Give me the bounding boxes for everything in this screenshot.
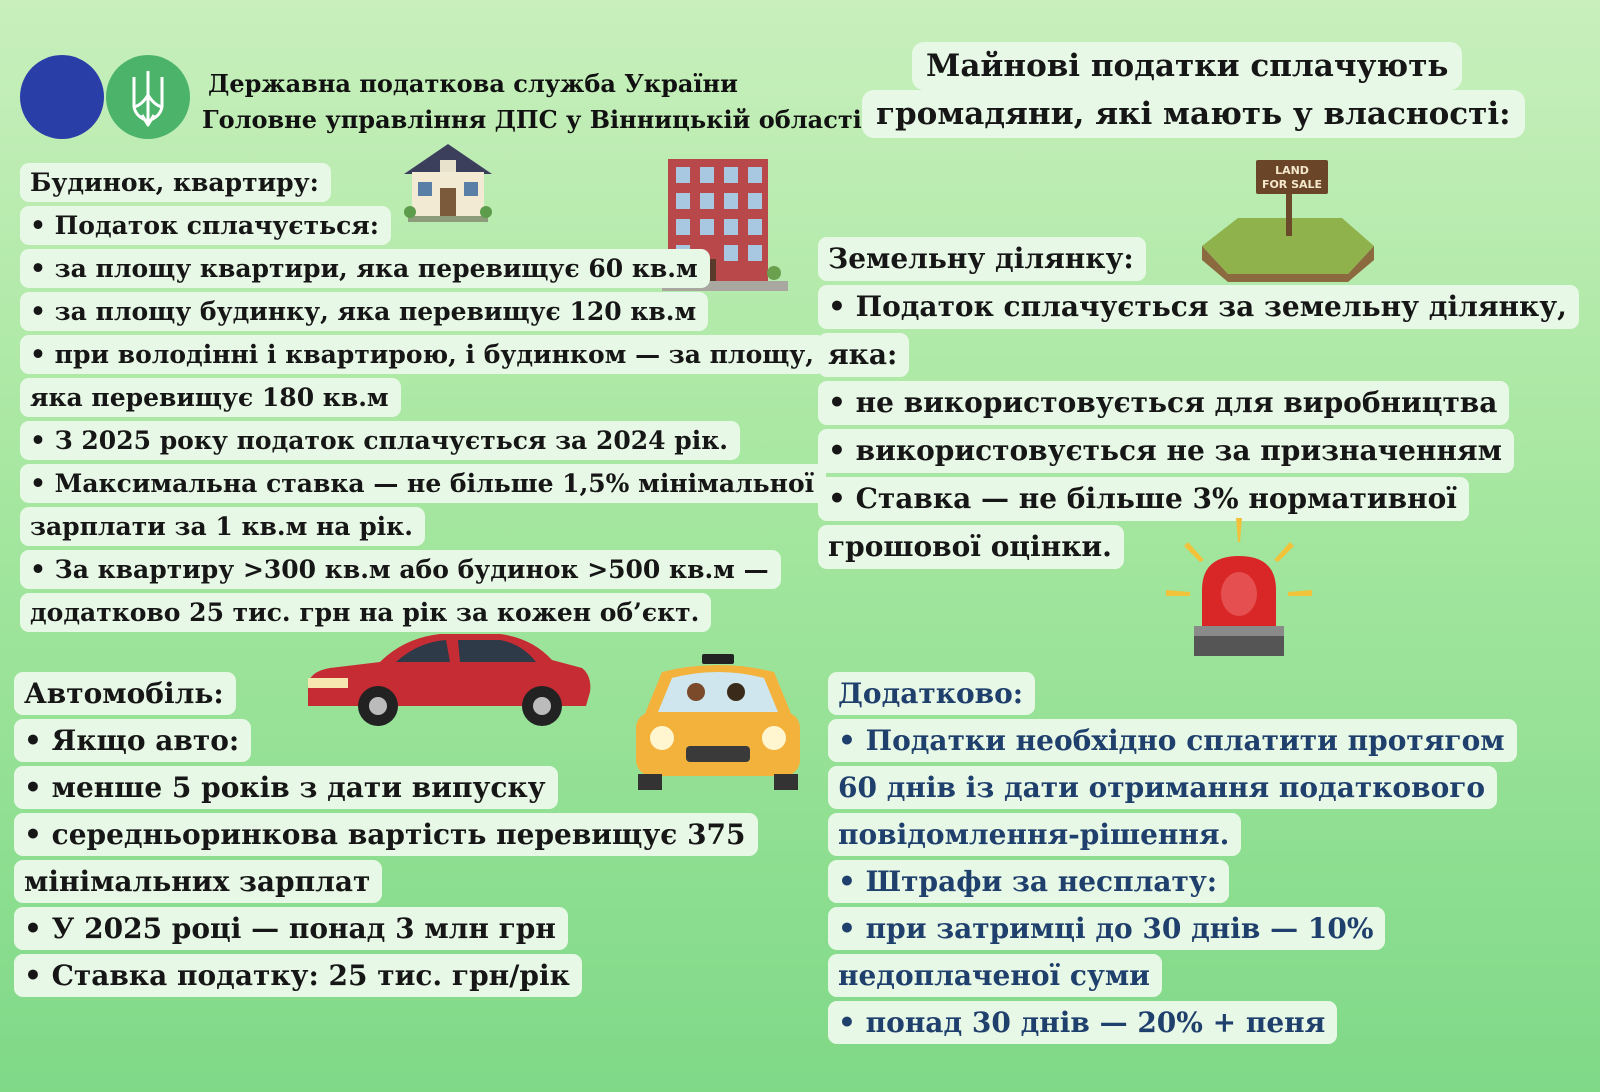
car-line: • середньоринкова вартість перевищує 375: [14, 813, 758, 856]
alarm-siren-icon: [1164, 516, 1314, 665]
trident-icon: [106, 55, 190, 139]
extra-line: • Штрафи за несплату:: [828, 860, 1229, 903]
sign-text-line-2: FOR SALE: [1261, 178, 1323, 191]
land-line: • Ставка — не більше 3% нормативної: [818, 477, 1469, 521]
page-title: [862, 42, 1525, 138]
house-line: • за площу будинку, яка перевищує 120 кв.м: [20, 292, 708, 331]
extra-line: повідомлення-рішення.: [828, 813, 1241, 856]
extra-line: • понад 30 днів — 20% + пеня: [828, 1001, 1337, 1044]
title-line-1: Майнові податки сплачують: [912, 42, 1462, 90]
house-line: • Податок сплачується:: [20, 206, 391, 245]
car-line: • Якщо авто:: [14, 719, 251, 762]
organization-name: [202, 66, 862, 138]
land-line: • Податок сплачується за земельну ділянку,: [818, 285, 1579, 329]
sign-text-line-1: LAND: [1275, 164, 1309, 177]
extra-line: • Податки необхідно сплатити протягом: [828, 719, 1517, 762]
land-heading: Земельну ділянку:: [818, 237, 1146, 281]
car-heading: Автомобіль:: [14, 672, 236, 715]
car-line: • Ставка податку: 25 тис. грн/рік: [14, 954, 582, 997]
car-section: [14, 672, 758, 1001]
land-line: • використовується не за призначенням: [818, 429, 1514, 473]
house-line: додатково 25 тис. грн на рік за кожен об’єкт.: [20, 593, 711, 632]
house-line: • за площу квартири, яка перевищує 60 кв.м: [20, 249, 710, 288]
house-heading: Будинок, квартиру:: [20, 163, 331, 202]
land-line: • не використовується для виробництва: [818, 381, 1509, 425]
car-line: • менше 5 років з дати випуску: [14, 766, 558, 809]
house-line: • З 2025 року податок сплачується за 2024 рік.: [20, 421, 740, 460]
house-section: [20, 163, 826, 636]
org-line-1: Державна податкова служба України: [208, 69, 738, 98]
house-line: яка перевищує 180 кв.м: [20, 378, 401, 417]
title-line-2: громадяни, які мають у власності:: [862, 90, 1525, 138]
house-line: зарплати за 1 кв.м на рік.: [20, 507, 425, 546]
extra-line: 60 днів із дати отримання податкового: [828, 766, 1497, 809]
house-line: • За квартиру >300 кв.м або будинок >500 кв.м —: [20, 550, 781, 589]
house-line: • Максимальна ставка — не більше 1,5% мінімальної: [20, 464, 826, 503]
land-line: яка:: [818, 333, 909, 377]
org-line-2: Головне управління ДПС у Вінницькій області: [202, 105, 862, 134]
extra-heading: Додатково:: [828, 672, 1035, 715]
house-line: • при володінні і квартирою, і будинком — за площу,: [20, 335, 826, 374]
extra-line: недоплаченої суми: [828, 954, 1162, 997]
additional-section: [828, 672, 1517, 1048]
extra-line: • при затримці до 30 днів — 10%: [828, 907, 1385, 950]
car-line: • У 2025 році — понад 3 млн грн: [14, 907, 568, 950]
car-line: мінімальних зарплат: [14, 860, 382, 903]
dps-logo-blue-circle: [20, 55, 104, 139]
land-line: грошової оцінки.: [818, 525, 1124, 569]
